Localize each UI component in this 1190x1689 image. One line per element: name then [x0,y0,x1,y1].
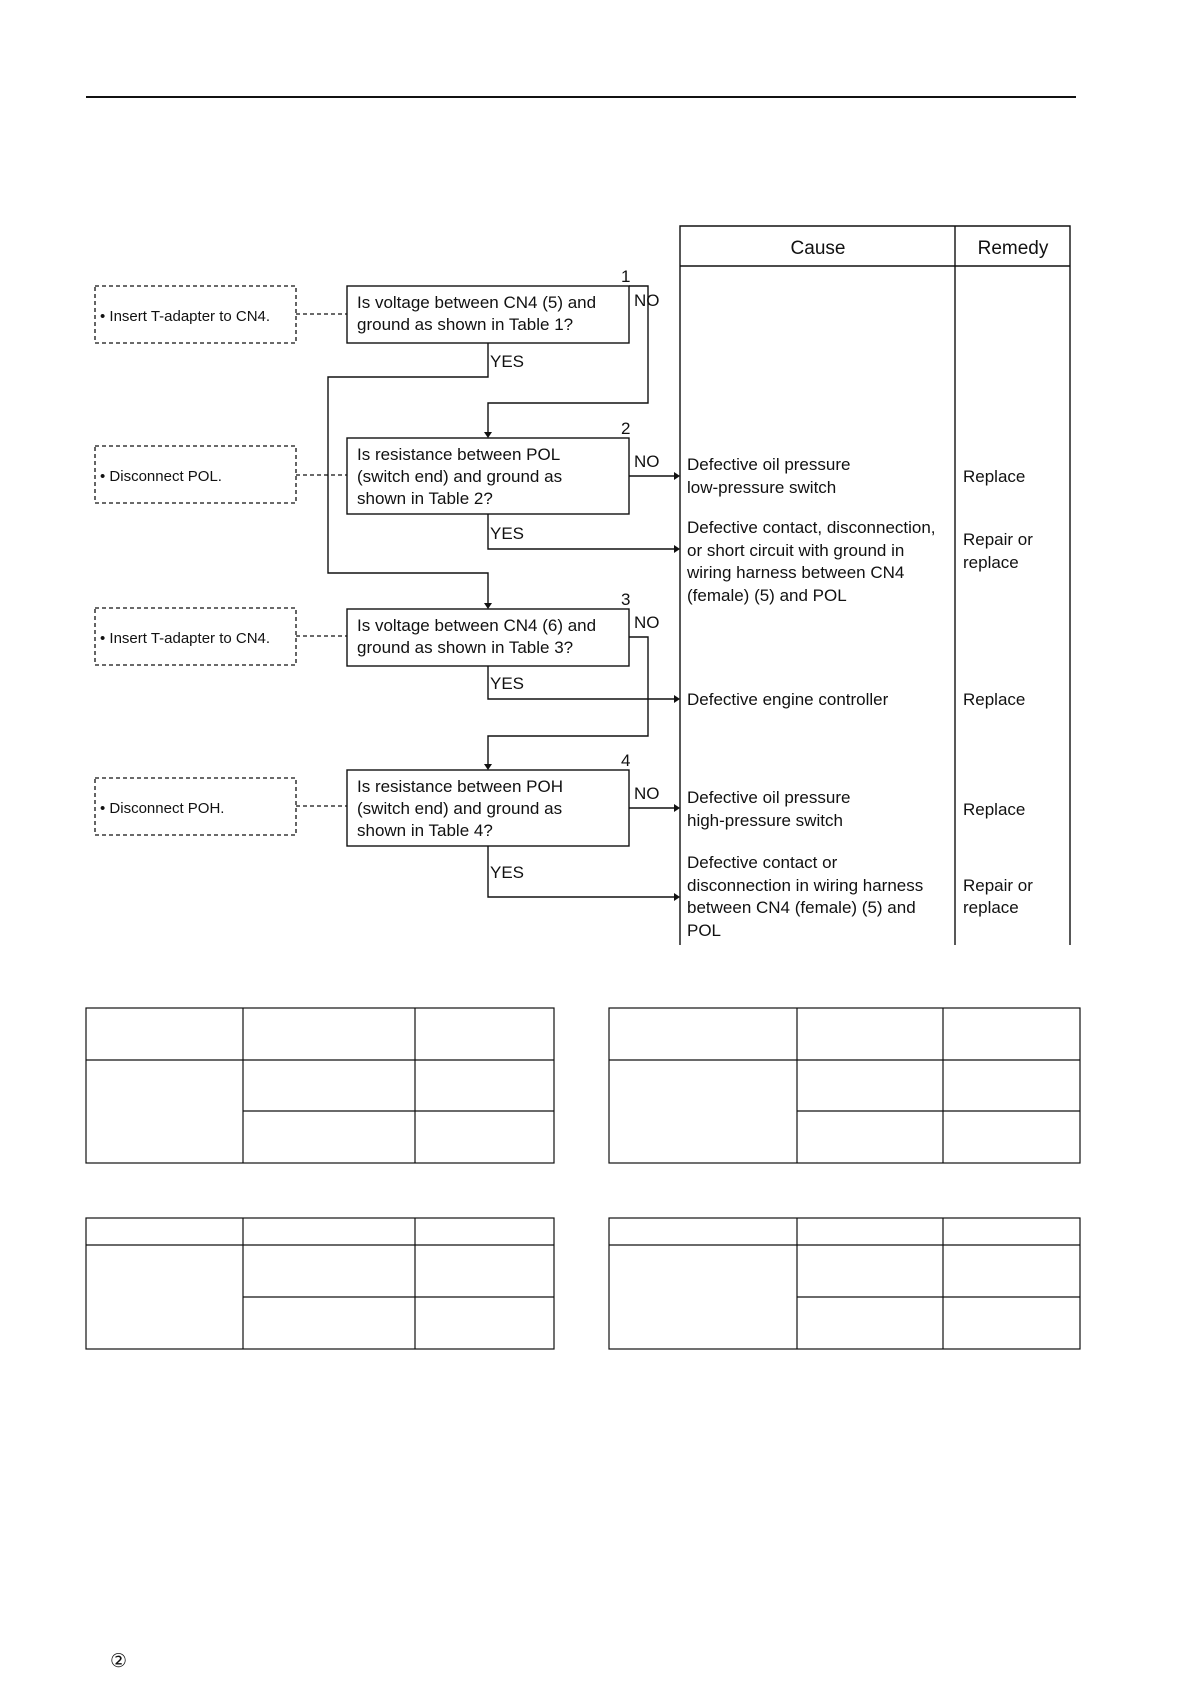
action-text-2: • Disconnect POL. [100,468,222,485]
result-5-remedy-line-2: replace [963,898,1019,917]
page-marker: ② [110,1651,128,1672]
result-3-cause-line-1: Defective engine controller [687,690,889,709]
result-1-cause-line-2: low-pressure switch [687,478,837,497]
remedy-column-header: Remedy [977,238,1049,259]
question-3-line-2: ground as shown in Table 3? [357,638,574,657]
result-3-remedy-line-1: Replace [963,690,1026,709]
label-1-no: NO [634,291,660,310]
result-5-remedy-line-1: Repair or [963,876,1033,895]
step-number-1: 1 [621,267,631,286]
table-3 [86,1218,554,1349]
table-4 [609,1218,1080,1349]
result-5-cause-line-4: POL [687,921,722,940]
arrowhead-3-yes [674,695,680,703]
label-4-no: NO [634,784,660,803]
result-5-cause-line-1: Defective contact or [687,853,838,872]
label-3-yes: YES [490,674,525,693]
table-1-frame [86,1008,554,1163]
result-2-remedy-line-2: replace [963,553,1019,572]
arrowhead-2-no [674,472,680,480]
table-2 [609,1008,1080,1163]
question-4-line-2: (switch end) and ground as [357,799,563,818]
result-5-cause-line-3: between CN4 (female) (5) and [687,898,916,917]
arrowhead-1-no [484,432,492,438]
label-4-yes: YES [490,863,525,882]
result-2-cause-line-1: Defective contact, disconnection, [687,518,936,537]
question-2-line-1: Is resistance between POL [357,445,561,464]
step-number-4: 4 [621,751,631,770]
arrowhead-4-no [674,804,680,812]
action-boxes [95,286,347,835]
cause-column-header: Cause [790,238,846,259]
result-4-cause-line-2: high-pressure switch [687,811,843,830]
result-2-cause-line-2: or short circuit with ground in [687,541,905,560]
result-2-remedy-line-1: Repair or [963,530,1033,549]
question-1-line-2: ground as shown in Table 1? [357,315,574,334]
label-3-no: NO [634,613,660,632]
action-text-1: • Insert T-adapter to CN4. [100,308,271,325]
question-3-line-1: Is voltage between CN4 (6) and [357,616,597,635]
result-1-cause-line-1: Defective oil pressure [687,455,851,474]
label-2-yes: YES [490,524,525,543]
result-1-remedy-line-1: Replace [963,467,1026,486]
question-1-line-1: Is voltage between CN4 (5) and [357,293,597,312]
label-2-no: NO [634,452,660,471]
table-3-frame [86,1218,554,1349]
step-number-2: 2 [621,419,631,438]
result-4-remedy-line-1: Replace [963,800,1026,819]
table-2-frame [609,1008,1080,1163]
step-number-3: 3 [621,590,631,609]
arrowhead-4-yes [674,893,680,901]
action-text-4: • Disconnect POH. [100,800,225,817]
label-1-yes: YES [490,352,525,371]
question-4-line-1: Is resistance between POH [357,777,563,796]
question-2-line-2: (switch end) and ground as [357,467,563,486]
result-5-cause-line-2: disconnection in wiring harness [687,876,924,895]
decision-boxes [347,267,630,846]
result-4-cause-line-1: Defective oil pressure [687,788,851,807]
arrowhead-3-no [484,764,492,770]
table-1 [86,1008,554,1163]
results [686,455,1033,940]
result-2-cause-line-3: wiring harness between CN4 [687,563,905,582]
question-4-line-3: shown in Table 4? [357,821,493,840]
question-2-line-3: shown in Table 2? [357,489,493,508]
table-4-frame [609,1218,1080,1349]
arrowhead-1-yes [484,603,492,609]
arrowhead-2-yes [674,545,680,553]
result-2-cause-line-4: (female) (5) and POL [687,586,847,605]
action-text-3: • Insert T-adapter to CN4. [100,630,271,647]
